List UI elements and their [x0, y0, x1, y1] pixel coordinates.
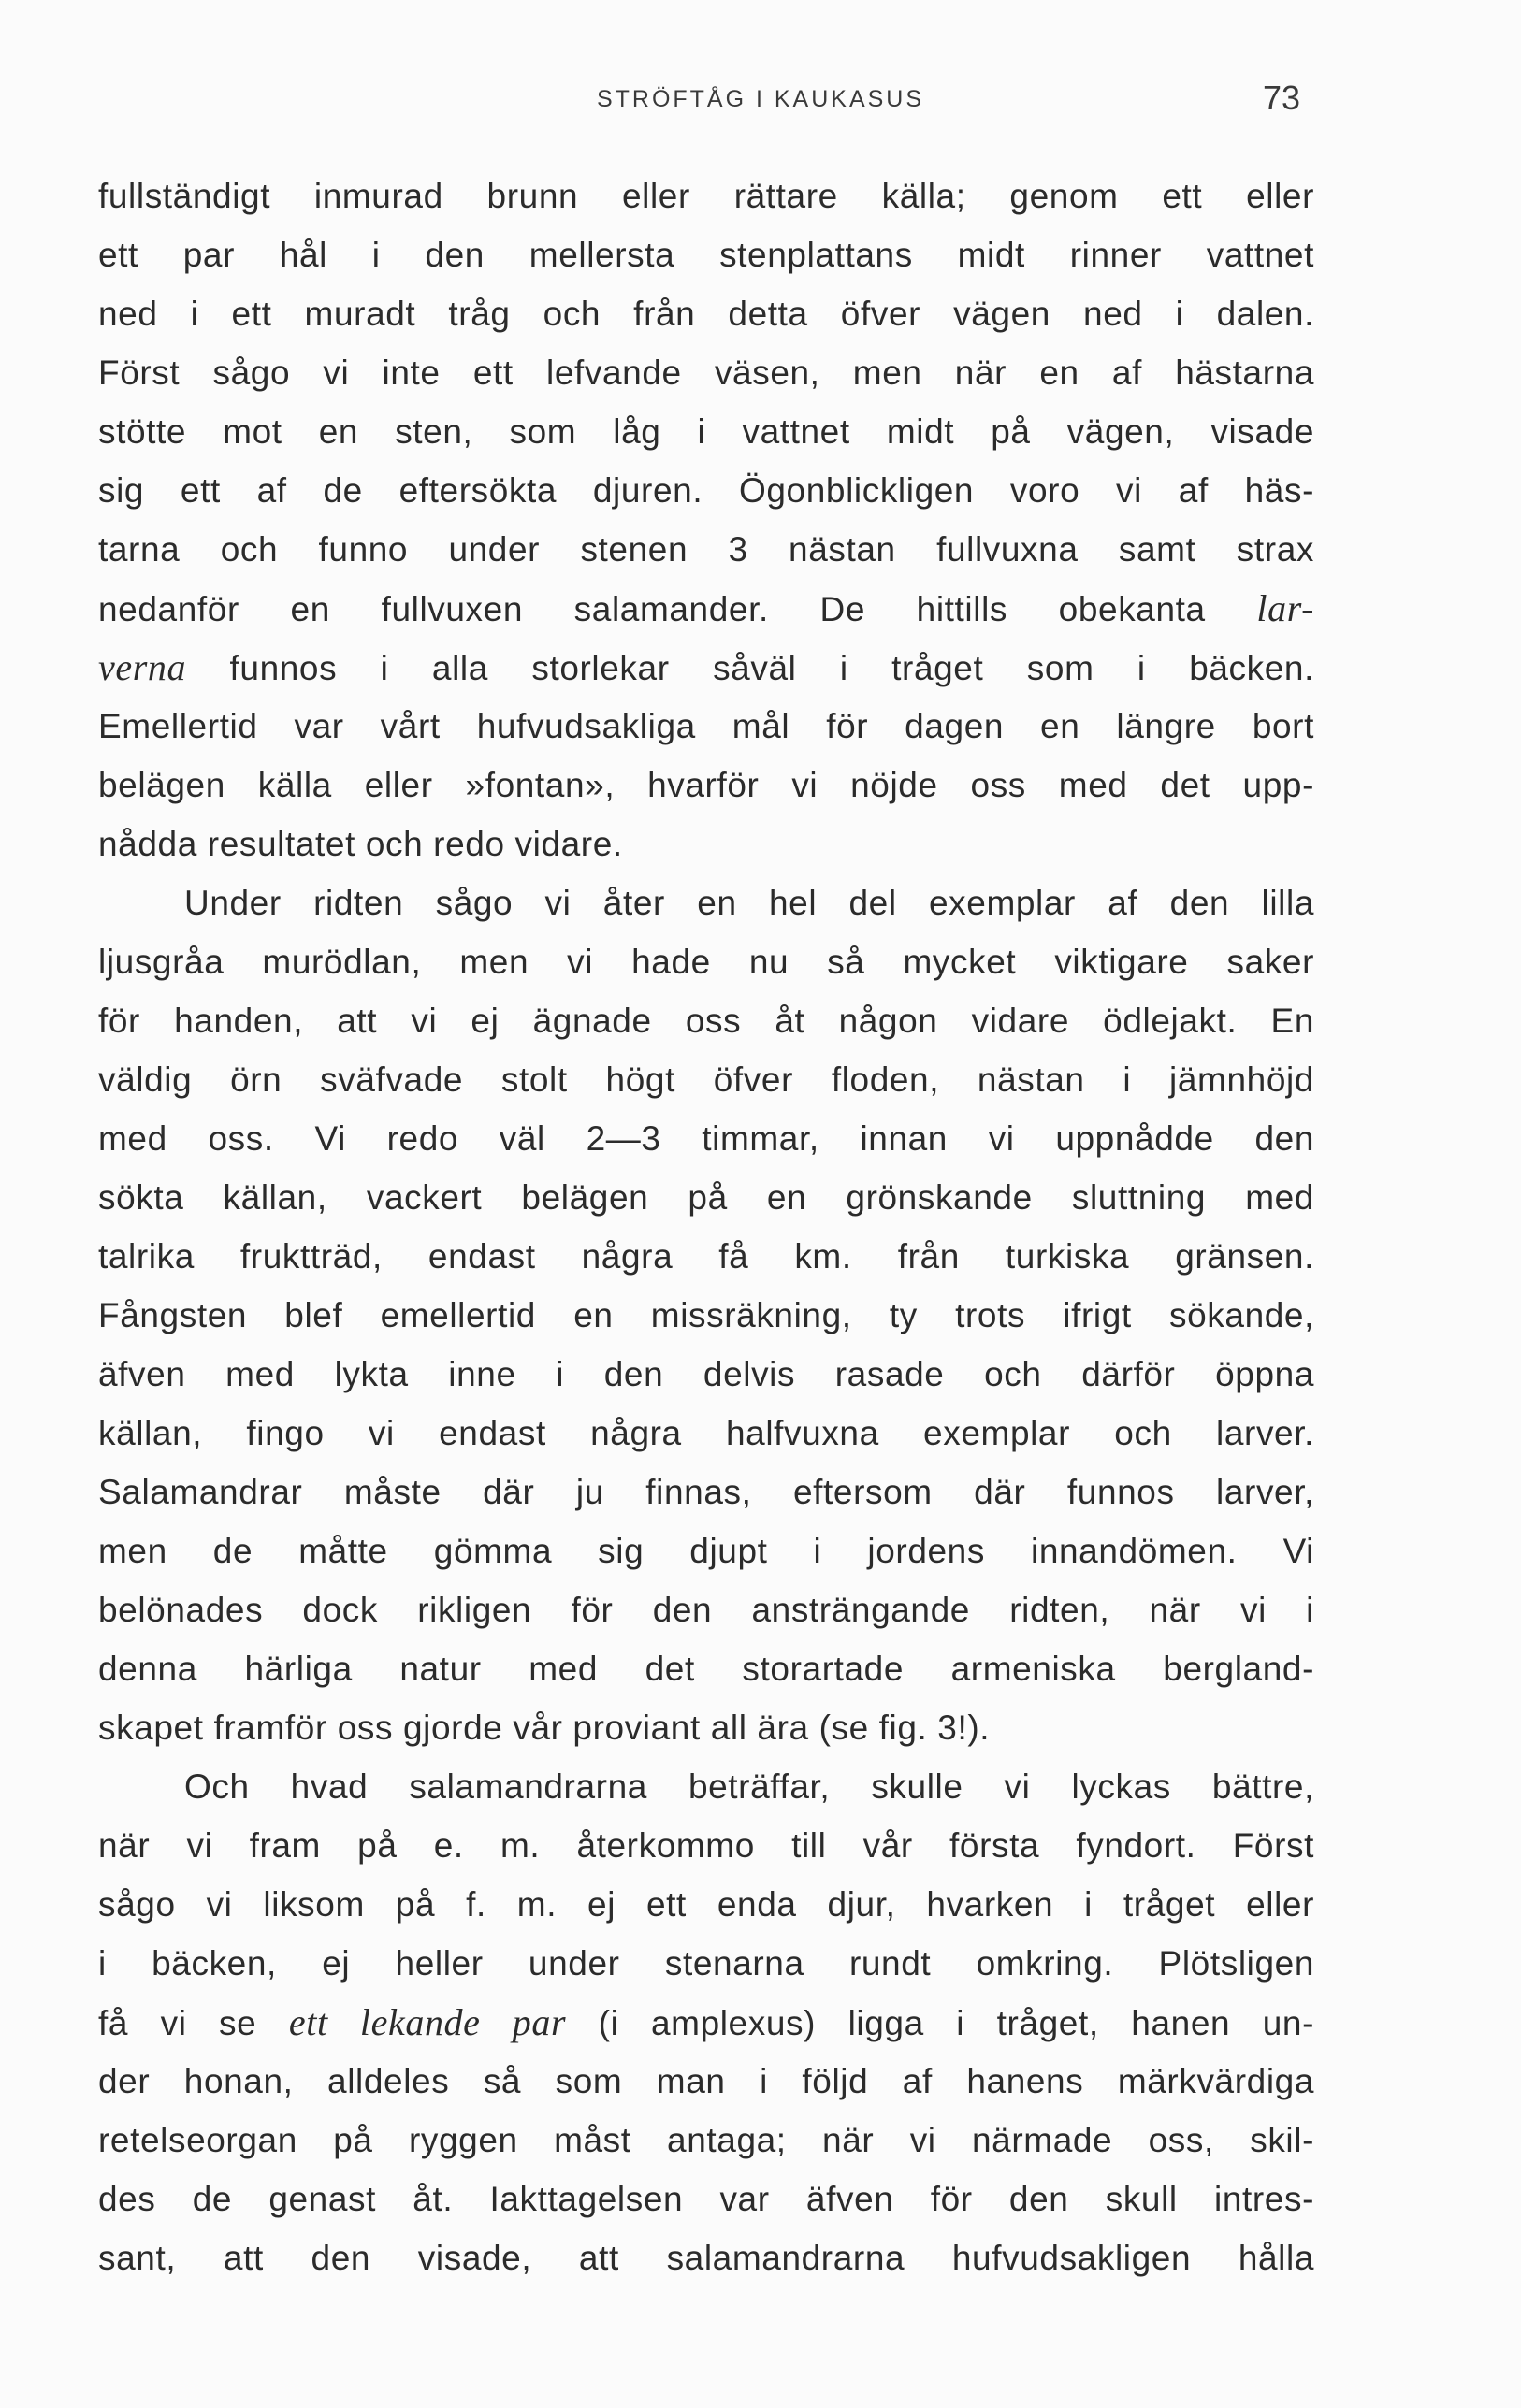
text-line — [98, 1993, 1314, 2052]
text-line — [98, 756, 1314, 815]
italic-text: ett lekande par — [288, 2001, 567, 2043]
text-line — [98, 932, 1314, 991]
text-line — [98, 1816, 1314, 1875]
text-line — [98, 1345, 1314, 1404]
text-line — [98, 1757, 1314, 1816]
text-segment: stötte mot en sten, som låg i vattnet midt på vägen, visade — [98, 412, 1314, 451]
text-segment: ett par hål i den mellersta stenplattans midt rinner vattnet — [98, 236, 1314, 274]
text-segment: sågo vi liksom på f. m. ej ett enda djur, hvarken i tråget eller — [98, 1885, 1314, 1924]
text-line — [98, 1286, 1314, 1345]
text-line — [98, 225, 1314, 284]
italic-text: verna — [98, 646, 187, 688]
text-line — [98, 815, 1314, 873]
text-line — [98, 461, 1314, 520]
text-line — [98, 1227, 1314, 1286]
page-number: 73 — [1263, 79, 1301, 117]
running-head: STRÖFTÅG I KAUKASUS — [596, 86, 925, 112]
text-segment: men de måtte gömma sig djupt i jordens innandömen. Vi — [98, 1532, 1314, 1570]
text-line — [98, 520, 1314, 579]
text-segment: tarna och funno under stenen 3 nästan fullvuxna samt strax — [98, 530, 1314, 569]
text-line — [98, 873, 1314, 932]
text-segment: skapet framför oss gjorde vår proviant all ära (se fig. 3!). — [98, 1709, 991, 1747]
text-line — [98, 991, 1314, 1050]
text-line — [98, 1875, 1314, 1934]
text-line — [98, 2228, 1314, 2287]
text-segment: när vi fram på e. m. återkommo till vår första fyndort. Först — [98, 1826, 1314, 1865]
text-line — [98, 343, 1314, 402]
text-segment: ned i ett muradt tråg och från detta öfver vägen ned i dalen. — [98, 295, 1314, 333]
text-line — [98, 402, 1314, 461]
italic-text: lar- — [1256, 587, 1314, 629]
text-segment: sig ett af de eftersökta djuren. Ögonblickligen voro vi af häs- — [98, 471, 1314, 510]
text-segment: der honan, alldeles så som man i följd af hanens märkvärdiga — [98, 2062, 1314, 2100]
text-segment: Fångsten blef emellertid en missräkning, ty trots ifrigt sökande, — [98, 1296, 1314, 1334]
text-segment: nådda resultatet och redo vidare. — [98, 825, 623, 863]
text-line — [98, 2052, 1314, 2111]
text-segment: Och hvad salamandrarna beträffar, skulle vi lyckas bättre, — [184, 1767, 1314, 1806]
text-line — [98, 1050, 1314, 1109]
text-line — [98, 1580, 1314, 1639]
text-line — [98, 1463, 1314, 1521]
text-line — [98, 1698, 1314, 1757]
text-segment: källan, fingo vi endast några halfvuxna exemplar och larver. — [98, 1414, 1314, 1452]
text-segment: äfven med lykta inne i den delvis rasade och därför öppna — [98, 1355, 1314, 1393]
text-line — [98, 1109, 1314, 1168]
text-line — [98, 2111, 1314, 2170]
text-line — [98, 1521, 1314, 1580]
text-line — [98, 1404, 1314, 1463]
text-segment: sant, att den visade, att salamandrarna hufvudsakligen hålla — [98, 2239, 1314, 2277]
text-segment: funnos i alla storlekar såväl i tråget som i bäcken. — [186, 649, 1314, 687]
text-segment: Emellertid var vårt hufvudsakliga mål för dagen en längre bort — [98, 707, 1314, 745]
text-line — [98, 579, 1314, 638]
text-line — [98, 697, 1314, 756]
text-segment: talrika fruktträd, endast några få km. från turkiska gränsen. — [98, 1237, 1314, 1276]
text-segment: des de genast åt. Iakttagelsen var äfven för den skull intres- — [98, 2180, 1314, 2218]
text-segment: sökta källan, vackert belägen på en grönskande sluttning med — [98, 1178, 1314, 1217]
text-segment: med oss. Vi redo väl 2—3 timmar, innan vi uppnådde den — [98, 1119, 1314, 1158]
text-segment: retelseorgan på ryggen måst antaga; när vi närmade oss, skil- — [98, 2121, 1314, 2159]
text-segment: denna härliga natur med det storartade armeniska bergland- — [98, 1650, 1314, 1688]
text-line — [98, 166, 1314, 225]
text-segment: för handen, att vi ej ägnade oss åt någon vidare ödlejakt. En — [98, 1002, 1314, 1040]
text-segment: ljusgråa murödlan, men vi hade nu så mycket viktigare saker — [98, 943, 1314, 981]
text-line — [98, 2170, 1314, 2228]
text-segment: nedanför en fullvuxen salamander. De hittills obekanta — [98, 590, 1257, 628]
text-segment: Först sågo vi inte ett lefvande väsen, men när en af hästarna — [98, 353, 1314, 392]
text-line — [98, 1168, 1314, 1227]
text-line — [98, 1934, 1314, 1993]
text-segment: få vi se — [98, 2004, 289, 2042]
text-segment: belönades dock rikligen för den ansträngande ridten, när vi i — [98, 1591, 1314, 1629]
text-segment: fullständigt inmurad brunn eller rättare källa; genom ett eller — [98, 177, 1314, 215]
text-line — [98, 1639, 1314, 1698]
text-line — [98, 284, 1314, 343]
text-segment: Salamandrar måste där ju finnas, eftersom där funnos larver, — [98, 1473, 1314, 1511]
text-segment: Under ridten sågo vi åter en hel del exemplar af den lilla — [184, 884, 1314, 922]
text-line — [98, 638, 1314, 697]
text-segment: belägen källa eller »fontan», hvarför vi nöjde oss med det upp- — [98, 766, 1314, 804]
body-text — [98, 166, 1314, 2287]
text-segment: i bäcken, ej heller under stenarna rundt omkring. Plötsligen — [98, 1944, 1314, 1983]
text-segment: väldig örn sväfvade stolt högt öfver floden, nästan i jämnhöjd — [98, 1060, 1314, 1099]
text-segment: (i amplexus) ligga i tråget, hanen un- — [566, 2004, 1314, 2042]
